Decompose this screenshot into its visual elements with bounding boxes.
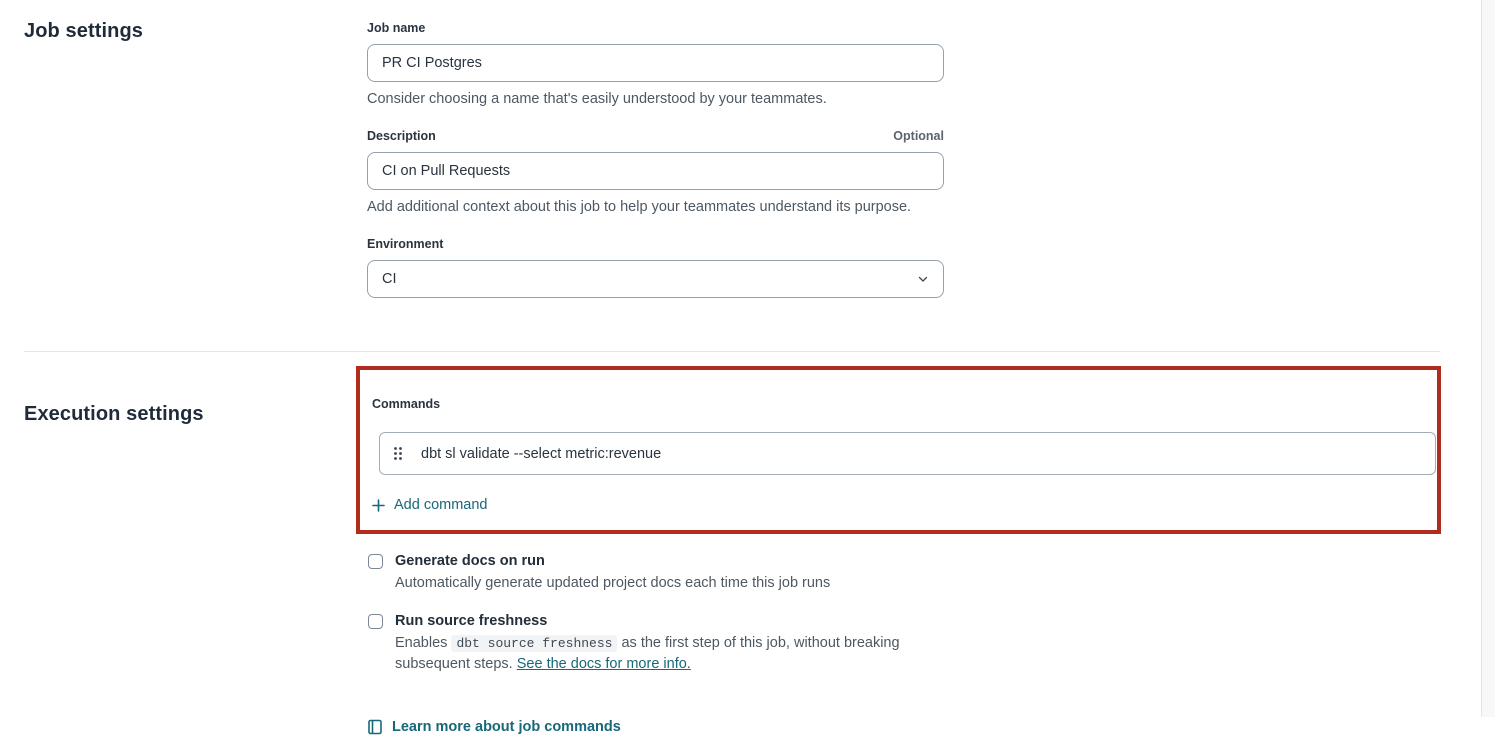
generate-docs-row	[368, 552, 1481, 593]
drag-handle-icon[interactable]	[394, 447, 402, 460]
commands-label: Commands	[372, 397, 441, 411]
description-field	[367, 128, 944, 216]
environment-field	[367, 236, 944, 298]
run-options-group	[368, 552, 1481, 674]
plus-icon	[372, 499, 385, 512]
job-name-helper: Consider choosing a name that's easily understood by your teammates.	[367, 91, 827, 107]
chevron-down-icon	[917, 273, 929, 285]
add-command-button[interactable]	[372, 497, 488, 513]
command-row[interactable]	[379, 432, 1436, 475]
scrollbar[interactable]	[1481, 0, 1495, 717]
job-name-label: Job name	[367, 21, 426, 35]
environment-select[interactable]	[367, 260, 944, 298]
generate-docs-description: Automatically generate updated project docs each time this job runs	[395, 574, 831, 591]
generate-docs-label[interactable]: Generate docs on run	[395, 552, 545, 569]
execution-settings-heading: Execution settings	[24, 403, 204, 425]
freshness-desc-suffix: as the first step of this job, without breaking subsequent steps.	[395, 634, 900, 672]
job-settings-heading: Job settings	[24, 20, 143, 42]
description-helper: Add additional context about this job to help your teammates understand its purpose.	[367, 199, 912, 215]
add-command-label: Add command	[394, 497, 488, 513]
job-name-input[interactable]	[367, 44, 944, 82]
execution-settings-form	[367, 352, 1481, 740]
generate-docs-checkbox[interactable]	[368, 554, 383, 569]
learn-more-label: Learn more about job commands	[392, 718, 621, 735]
execution-settings-section	[0, 352, 1481, 740]
learn-more-link[interactable]	[368, 719, 621, 735]
description-label: Description	[367, 129, 436, 143]
freshness-code-snippet: dbt source freshness	[451, 635, 617, 652]
run-source-freshness-description	[395, 633, 929, 674]
run-source-freshness-row	[368, 612, 1481, 674]
environment-selected-value: CI	[382, 271, 397, 287]
commands-highlight-annotation	[356, 366, 1441, 534]
command-input[interactable]: dbt sl validate --select metric:revenue	[421, 445, 662, 462]
see-docs-link[interactable]: See the docs for more info.	[516, 655, 691, 672]
job-settings-section	[0, 20, 1481, 318]
run-source-freshness-label[interactable]: Run source freshness	[395, 612, 548, 629]
description-input[interactable]	[367, 152, 944, 190]
description-optional-tag: Optional	[893, 129, 944, 143]
job-name-field	[367, 20, 944, 108]
run-source-freshness-checkbox[interactable]	[368, 614, 383, 629]
environment-label: Environment	[367, 237, 444, 251]
job-settings-title-col	[0, 20, 367, 43]
job-settings-form	[367, 20, 1481, 318]
book-icon	[368, 719, 382, 735]
freshness-desc-prefix: Enables	[395, 634, 452, 651]
execution-settings-title-col	[0, 352, 367, 426]
